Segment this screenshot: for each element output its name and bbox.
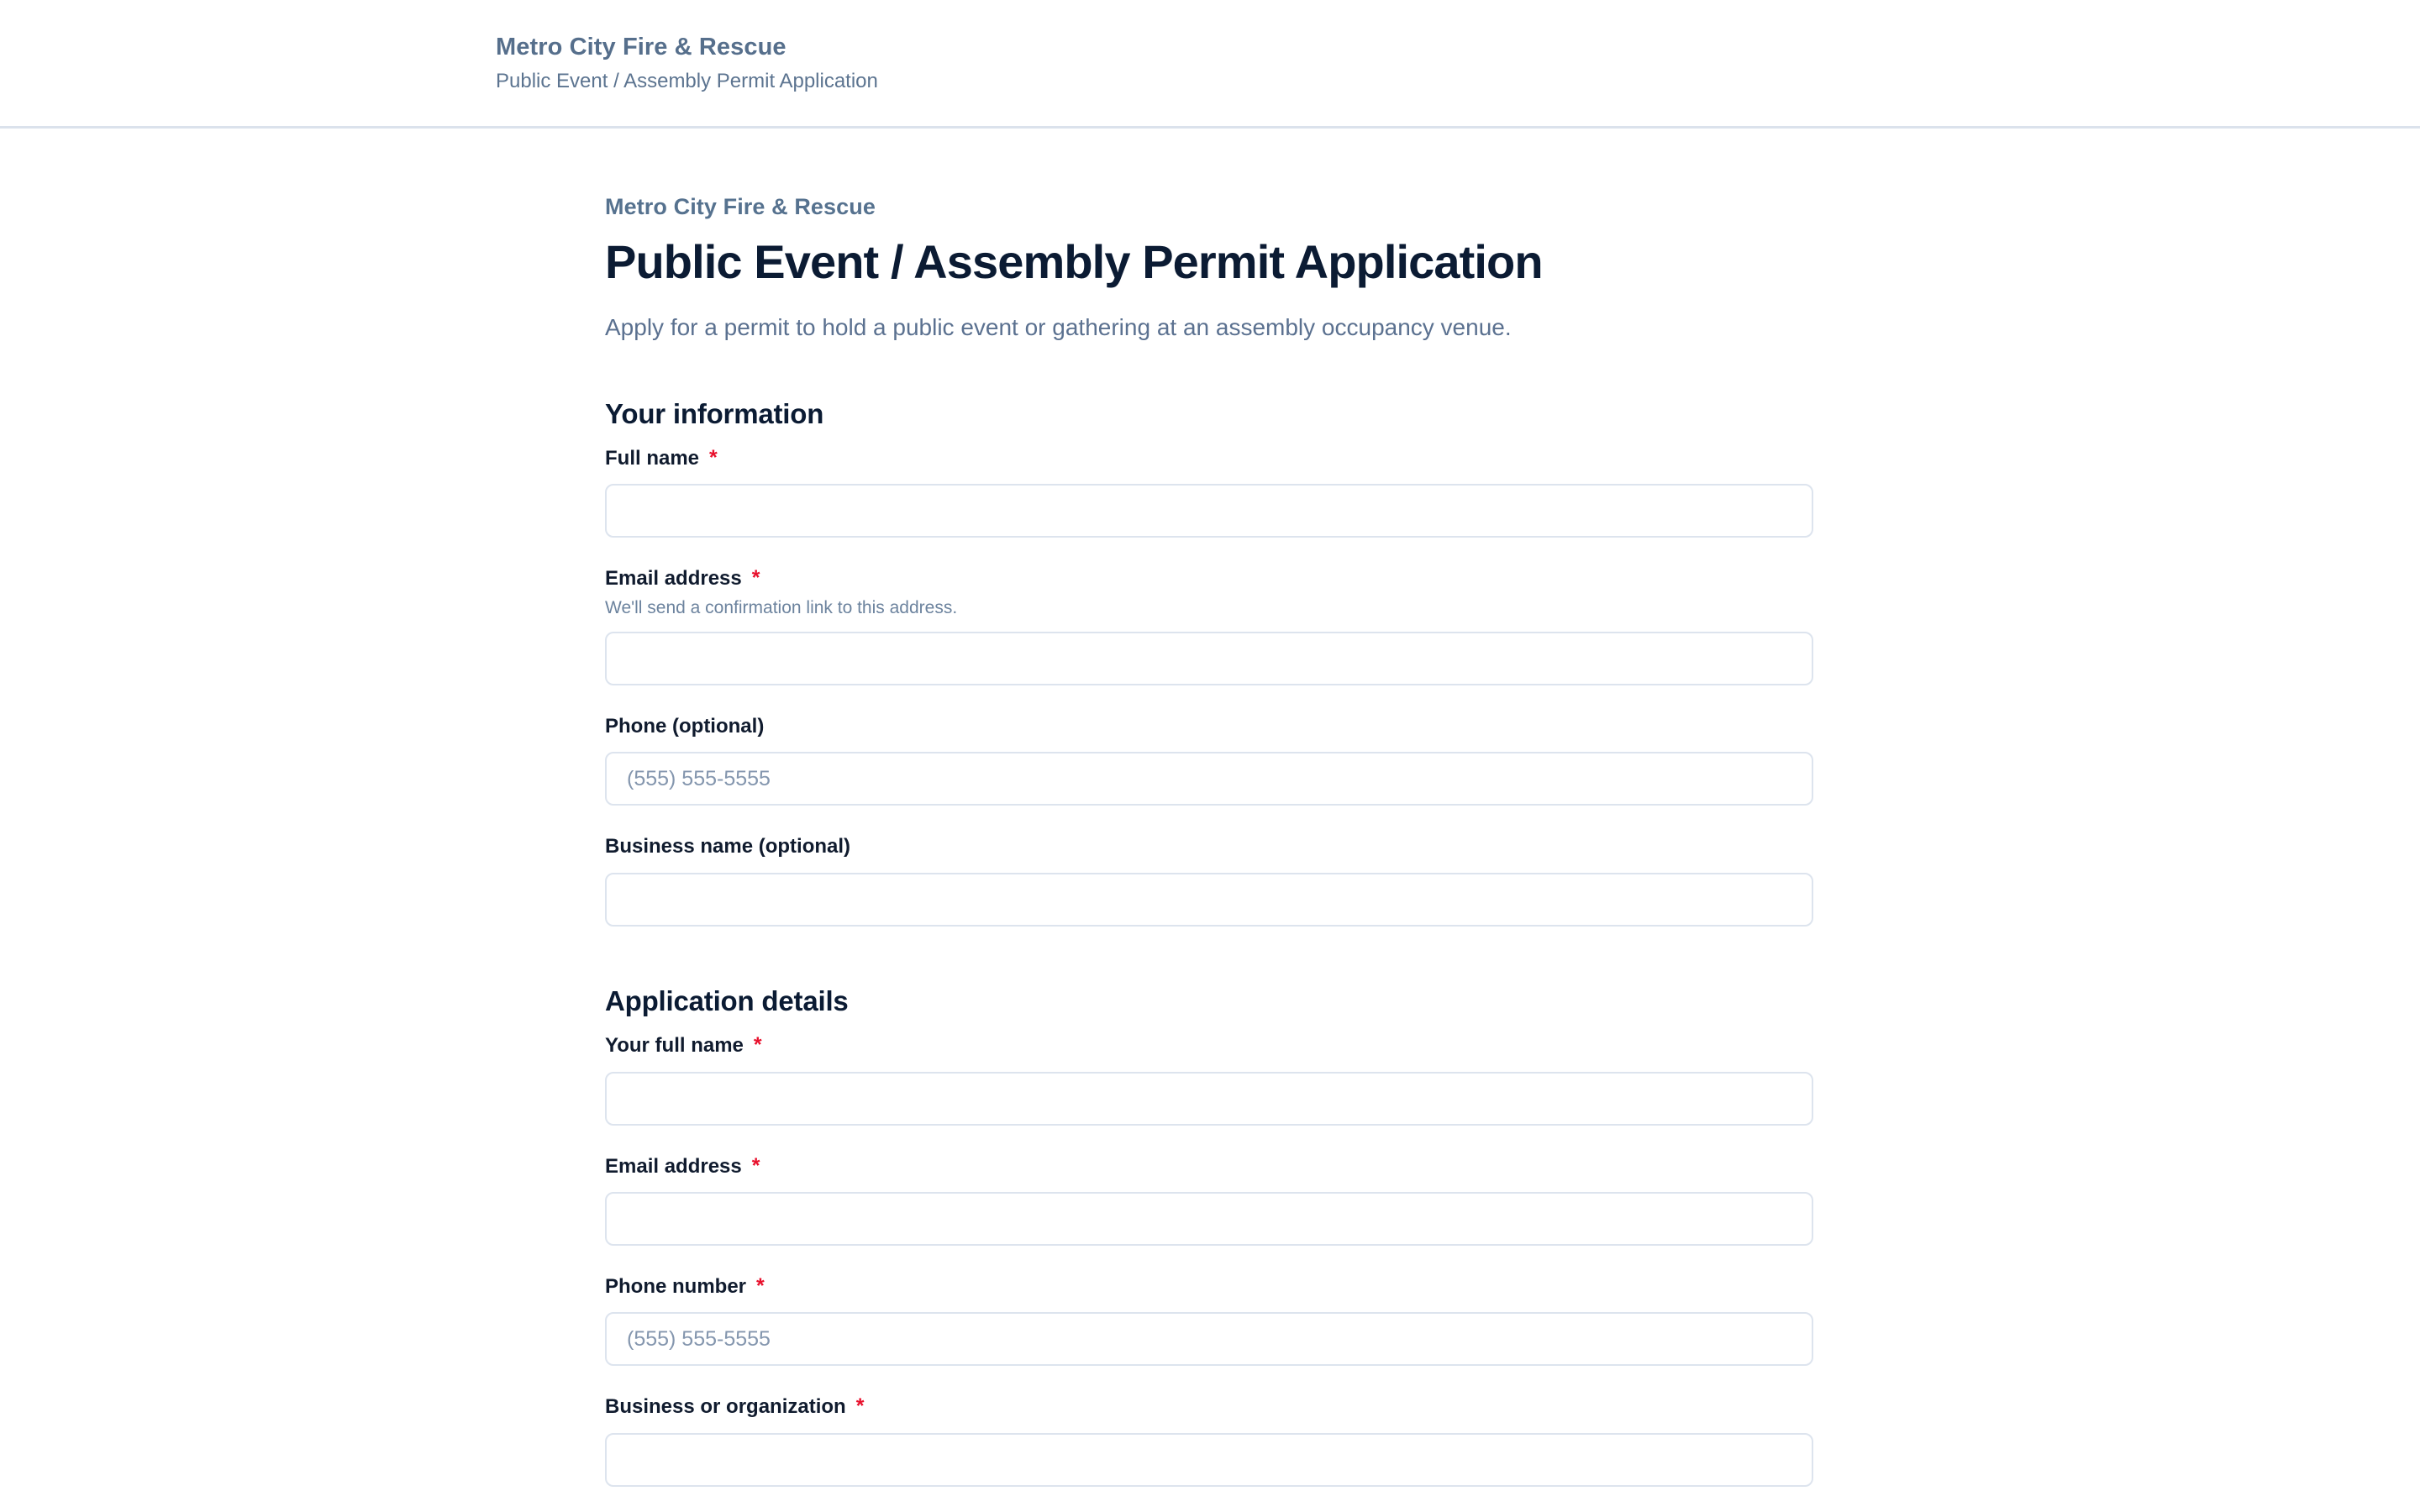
field-phone-number [605, 1273, 1813, 1366]
field-label [605, 445, 1813, 472]
field-full-name [605, 445, 1813, 538]
input-your-full-name[interactable] [605, 1072, 1813, 1126]
form-section-application-details [605, 984, 1813, 1487]
field-label-text: Email address [605, 567, 742, 591]
section-title: Your information [605, 397, 824, 429]
field-label [605, 1032, 1813, 1059]
input-full-name[interactable] [605, 484, 1813, 538]
field-label [605, 1273, 1813, 1300]
page-title: Public Event / Assembly Permit Application [605, 235, 1543, 289]
field-email-address [605, 1153, 1813, 1246]
form-content [605, 192, 1813, 1487]
field-label-text: Business or organization [605, 1395, 846, 1419]
input-email-address[interactable] [605, 1192, 1813, 1246]
field-label [605, 1394, 1813, 1420]
field-label-text: Your full name [605, 1034, 744, 1058]
field-phone-optional [605, 713, 1813, 806]
field-your-full-name [605, 1032, 1813, 1125]
required-asterisk-icon: * [751, 566, 760, 591]
input-business-name-optional[interactable] [605, 873, 1813, 927]
field-label [605, 833, 1813, 860]
page-eyebrow-org: Metro City Fire & Rescue [605, 194, 876, 219]
field-help-text: We'll send a confirmation link to this address. [605, 597, 958, 617]
required-asterisk-icon: * [756, 1273, 765, 1298]
input-phone-number[interactable] [605, 1312, 1813, 1366]
required-asterisk-icon: * [709, 445, 718, 470]
page-description: Apply for a permit to hold a public event or gathering at an assembly occupancy venue. [605, 314, 1512, 341]
field-label-text: Full name [605, 446, 700, 470]
input-business-or-organization[interactable] [605, 1433, 1813, 1487]
header-form-name: Public Event / Assembly Permit Application [496, 70, 878, 93]
form-section-your-information [605, 396, 1813, 927]
field-label-text: Phone number [605, 1274, 747, 1298]
site-header [0, 0, 2420, 129]
input-email-address[interactable] [605, 632, 1813, 685]
header-org-name: Metro City Fire & Rescue [496, 33, 786, 60]
field-business-name-optional [605, 833, 1813, 926]
form-sections [605, 396, 1813, 1487]
field-label-text: Phone (optional) [605, 715, 765, 738]
field-label [605, 1153, 1813, 1180]
field-label [605, 565, 1813, 592]
input-phone-optional[interactable] [605, 752, 1813, 806]
field-email-address [605, 565, 1813, 685]
field-label-text: Email address [605, 1154, 742, 1178]
required-asterisk-icon: * [751, 1153, 760, 1178]
required-asterisk-icon: * [855, 1394, 865, 1419]
field-label-text: Business name (optional) [605, 835, 851, 858]
field-business-or-organization [605, 1394, 1813, 1486]
page-body [0, 129, 2420, 1487]
field-label [605, 713, 1813, 740]
required-asterisk-icon: * [753, 1033, 762, 1058]
section-title: Application details [605, 984, 849, 1016]
